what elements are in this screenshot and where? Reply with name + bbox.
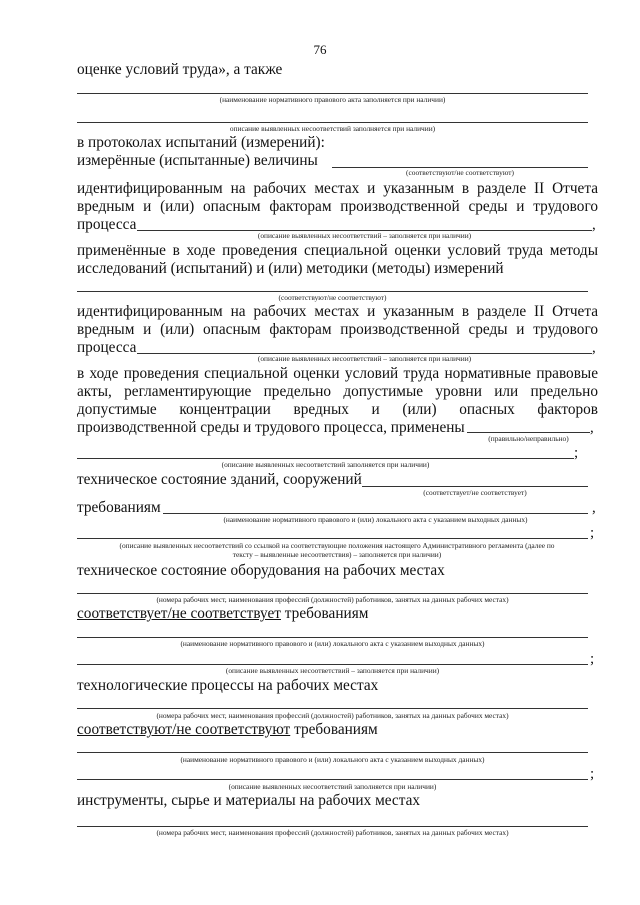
field-line[interactable] (77, 291, 588, 292)
field-line[interactable] (77, 122, 588, 123)
field-caption: (наименование нормативного правового и (или) локального акта с указанием выходных данных) (180, 755, 485, 764)
field-caption: (соответствует/не соответствует) (423, 488, 527, 497)
text-suffix: требованиям (290, 721, 378, 738)
field-line[interactable] (163, 513, 588, 514)
field-caption: (описание выявленных несоответствий со ссылкой на соответствующие положения настоящего Административного регламента (далее по (119, 541, 555, 550)
paragraph-line: вредным и (или) опасным факторам производственной среды и трудового (77, 321, 598, 338)
comma: , (590, 420, 594, 436)
field-caption: (наименование нормативного правового и (или) локального акта с указанием выходных данных) (180, 639, 485, 648)
field-line[interactable] (77, 458, 574, 459)
text-line: в протоколах испытаний (измерений): (77, 134, 325, 151)
field-caption: (соответствуют/не соответствуют) (406, 168, 514, 177)
semicolon: ; (590, 525, 595, 541)
page-number: 76 (313, 42, 327, 57)
choice-text: соответствуют/не соответствуют (77, 721, 291, 738)
field-caption: (правильно/неправильно) (488, 434, 569, 443)
field-line[interactable] (362, 486, 588, 487)
semicolon: ; (574, 445, 579, 461)
field-caption: (описание выявленных несоответствий – заполняется при наличии) (225, 666, 440, 675)
text-line: производственной среды и трудового процесса, применены (77, 419, 465, 436)
field-caption: (наименование нормативного правового и (или) локального акта с указанием выходных данных) (223, 515, 528, 524)
text-line (77, 721, 378, 739)
paragraph-line: вредным и (или) опасным факторам производственной среды и трудового (77, 198, 598, 215)
semicolon: ; (590, 651, 595, 667)
field-line[interactable] (77, 664, 588, 665)
comma: , (592, 217, 596, 233)
field-line[interactable] (77, 93, 588, 94)
paragraph-line: идентифицированным на рабочих местах и указанным в разделе II Отчета (77, 180, 598, 197)
field-caption: (соответствуют/не соответствуют) (278, 293, 387, 302)
paragraph-line: допустимые концентрации вредных и (или) опасных факторов (77, 401, 598, 418)
field-line[interactable] (77, 593, 588, 594)
paragraph-line: идентифицированным на рабочих местах и указанным в разделе II Отчета (77, 303, 598, 320)
field-caption: (описание выявленных несоответствий – заполняется при наличии) (257, 231, 472, 240)
text-suffix: требованиям (280, 605, 369, 622)
field-caption: (описание выявленных несоответствий – заполняется при наличии) (257, 354, 472, 363)
paragraph-line: акты, регламентирующие предельно допустимые уровни или предельно (77, 383, 598, 400)
text-line: процесса (77, 339, 137, 356)
paragraph-line: в ходе проведения специальной оценки условий труда нормативные правовые (77, 365, 598, 382)
field-caption: описание выявленных несоответствий заполняется при наличии) (229, 124, 436, 133)
text-line: технологические процессы на рабочих местах (77, 677, 379, 694)
field-line[interactable] (77, 826, 588, 827)
comma: , (592, 500, 596, 516)
field-caption: (номера рабочих мест, наименования профессий (должностей) работников, занятых на данных рабочих местах) (156, 828, 509, 837)
field-line[interactable] (77, 779, 588, 780)
field-caption: (наименование нормативного правового акта заполняется при наличии) (219, 95, 446, 104)
field-caption: тексту – выявленные несоответствия) – заполняется при наличии) (232, 550, 442, 559)
comma: , (592, 340, 596, 356)
semicolon: ; (590, 766, 595, 782)
text-line (77, 605, 368, 623)
field-caption: (описание выявленных несоответствий заполняется при наличии) (221, 460, 430, 469)
text-line: требованиям (77, 499, 161, 516)
field-line[interactable] (77, 752, 588, 753)
field-line[interactable] (77, 637, 588, 638)
text-line: оценке условий труда», а также (77, 61, 283, 78)
paragraph-line: применённые в ходе проведения специальной оценки условий труда методы (77, 242, 598, 259)
field-caption: (номера рабочих мест, наименования профессий (должностей) работников, занятых на данных рабочих местах) (156, 595, 509, 604)
field-line[interactable] (77, 538, 588, 539)
field-caption: (номера рабочих мест, наименования профессий (должностей) работников, занятых на данных рабочих местах) (156, 711, 509, 720)
text-line: процесса (77, 216, 137, 233)
text-line: техническое состояние оборудования на рабочих местах (77, 562, 445, 579)
field-line[interactable] (467, 432, 590, 433)
field-line[interactable] (77, 708, 588, 709)
text-line: техническое состояние зданий, сооружений (77, 471, 362, 488)
text-line: инструменты, сырье и материалы на рабочих местах (77, 792, 421, 809)
text-line: измерённые (испытанные) величины (77, 152, 318, 169)
text-line: исследований (испытаний) и (или) методики (методы) измерений (77, 260, 504, 277)
field-caption: (описание выявленных несоответствий заполняется при наличии) (228, 782, 437, 791)
choice-text: соответствует/не соответствует (77, 605, 281, 622)
